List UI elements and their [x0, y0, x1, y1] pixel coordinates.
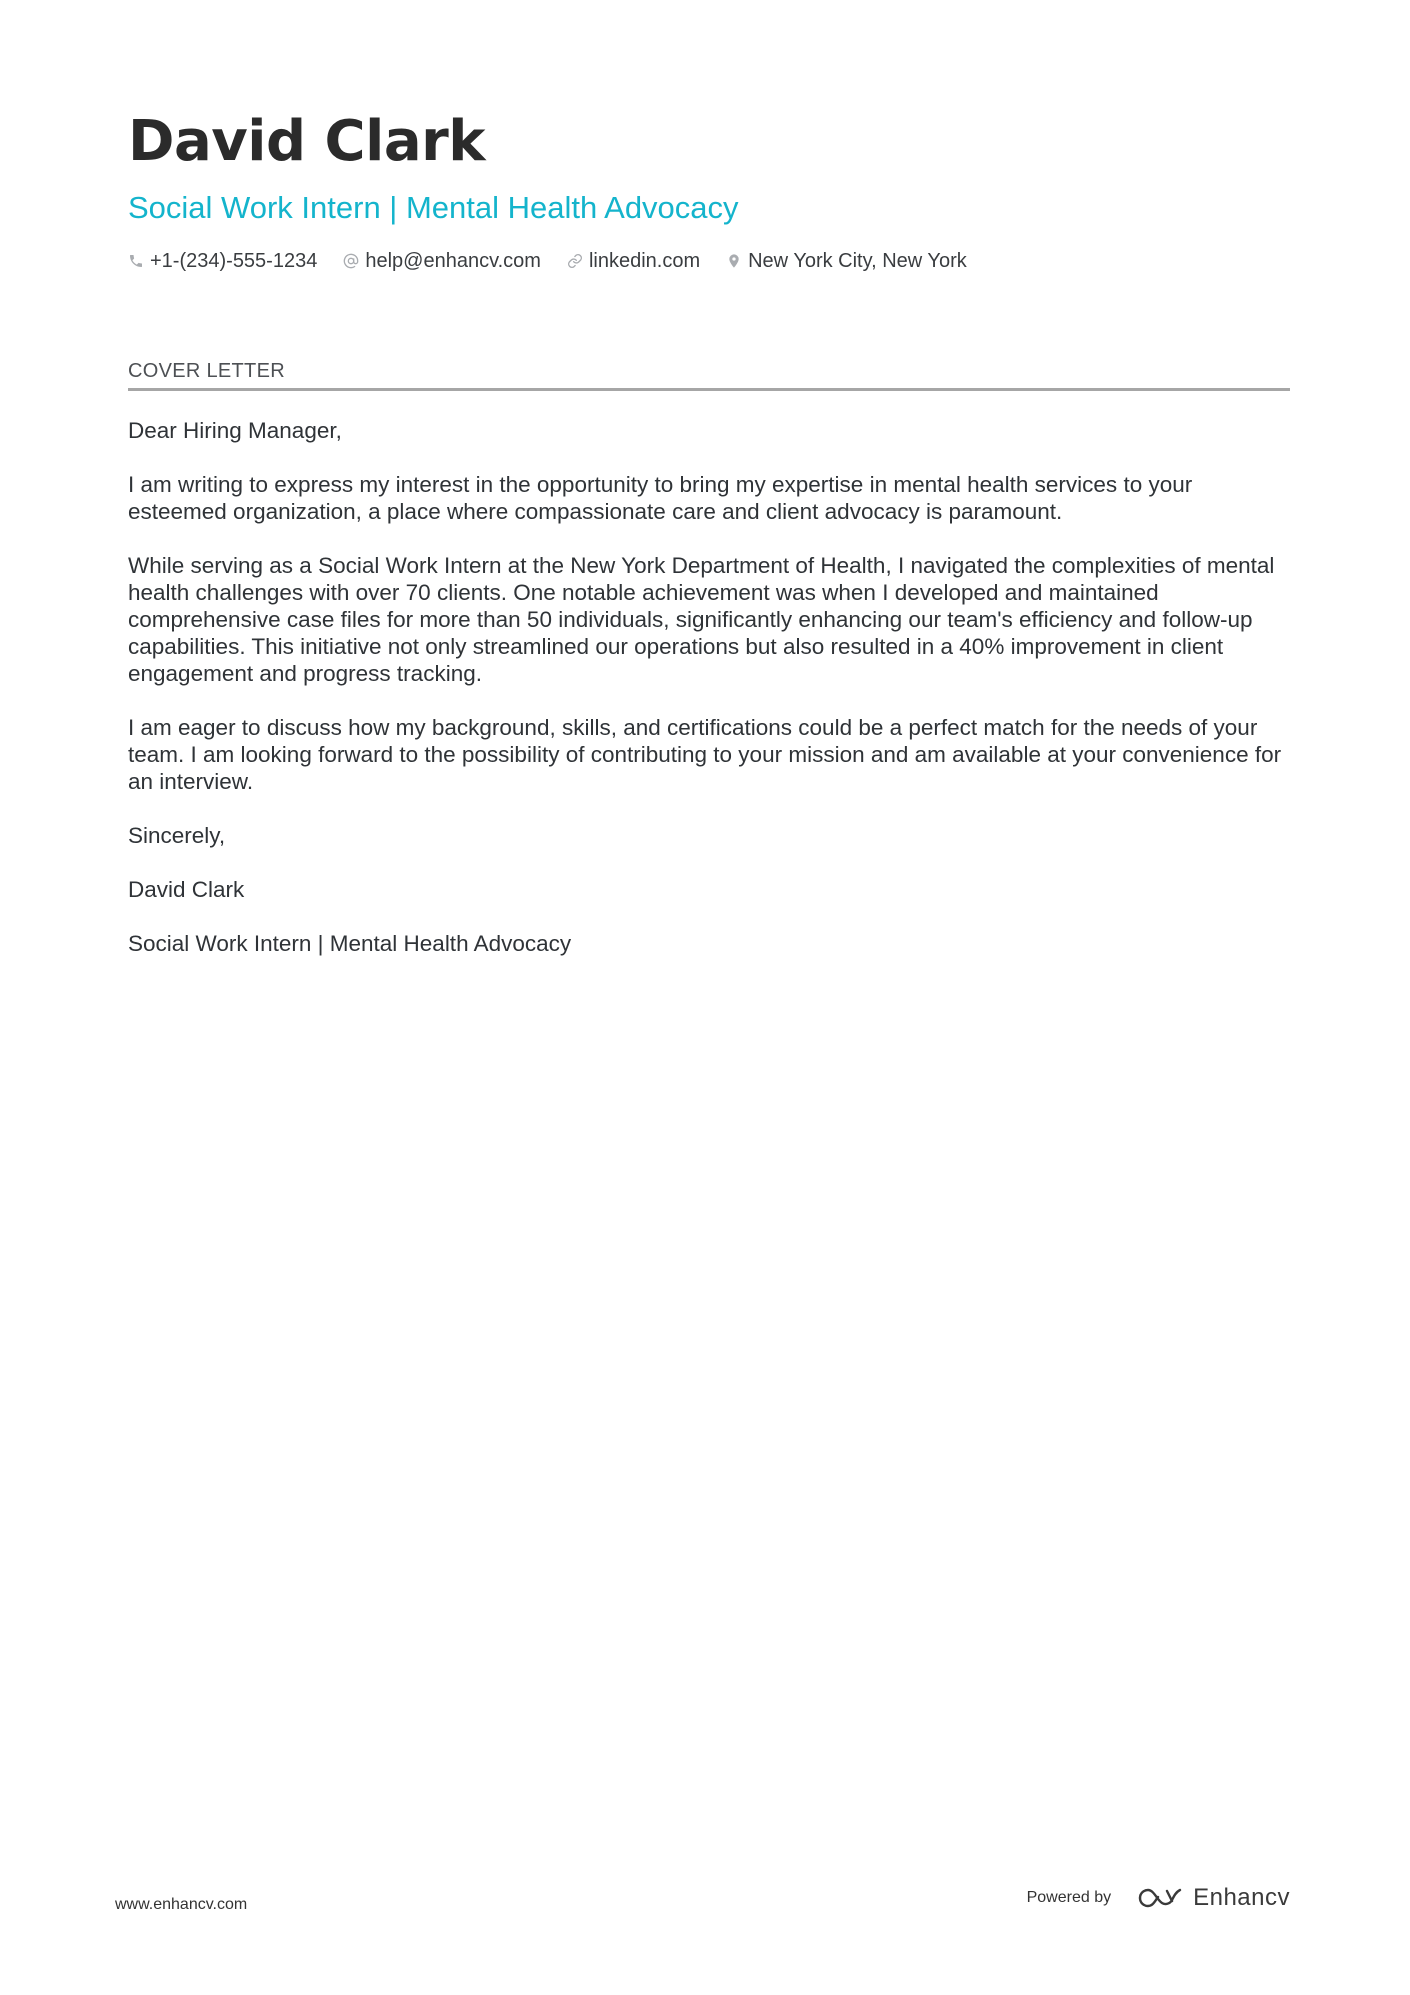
contact-email[interactable] — [343, 248, 541, 274]
phone-icon — [128, 253, 144, 269]
signature-name: David Clark — [128, 877, 245, 902]
enhancv-logo-icon — [1137, 1885, 1183, 1911]
applicant-title: Social Work Intern | Mental Health Advocacy — [128, 190, 739, 225]
contact-row — [128, 248, 1288, 274]
contact-phone — [128, 248, 317, 274]
contact-link[interactable] — [567, 248, 700, 274]
cover-letter-section — [128, 358, 1290, 984]
section-title: COVER LETTER — [128, 358, 1290, 391]
greeting: Dear Hiring Manager, — [128, 418, 342, 443]
applicant-name: David Clark — [128, 109, 485, 174]
header — [128, 108, 1288, 274]
signature-title: Social Work Intern | Mental Health Advocacy — [128, 931, 572, 956]
closing: Sincerely, — [128, 823, 226, 848]
location-text: New York City, New York — [748, 250, 967, 272]
paragraph-closing: I am eager to discuss how my background, skills, and certifications could be a perfect match for the needs of your team. I am looking forward to the possibility of contributing to your mission and am available at your convenience for an interview. — [128, 715, 1282, 794]
brand-logo[interactable] — [1137, 1884, 1290, 1912]
letter-body — [128, 417, 1290, 957]
footer-brand — [1027, 1884, 1290, 1912]
phone-text: +1-(234)-555-1234 — [150, 250, 318, 272]
email-text[interactable]: help@enhancv.com — [365, 250, 541, 272]
paragraph-experience: While serving as a Social Work Intern at the New York Department of Health, I navigated the complexities of mental health challenges with over 70 clients. One notable achievement was when I developed and maintained comprehensive case files for more than 50 individuals, significantly enhancing our team's efficiency and follow-up capabilities. This initiative not only streamlined our operations but also resulted in a 40% improvement in client engagement and progress tracking. — [128, 553, 1275, 686]
powered-by-label: Powered by — [1026, 1889, 1112, 1906]
brand-name: Enhancv — [1193, 1884, 1290, 1911]
link-text[interactable]: linkedin.com — [588, 250, 701, 272]
contact-location — [726, 248, 967, 274]
link-icon — [567, 253, 583, 269]
at-sign-icon — [343, 253, 359, 269]
map-pin-icon — [726, 253, 742, 269]
paragraph-intro: I am writing to express my interest in the opportunity to bring my expertise in mental health services to your esteemed organization, a place where compassionate care and client advocacy is paramount. — [128, 472, 1193, 524]
footer-website[interactable]: www.enhancv.com — [115, 1896, 248, 1913]
